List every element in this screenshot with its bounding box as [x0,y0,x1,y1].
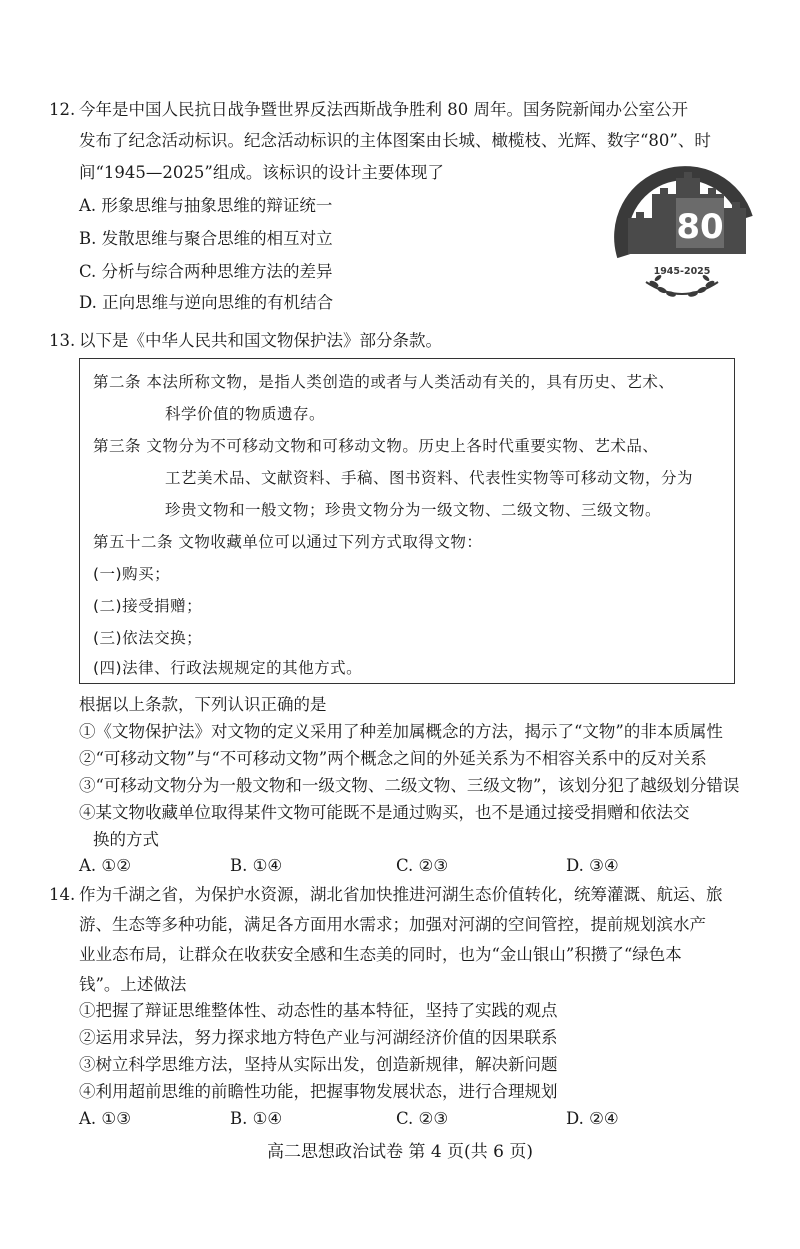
q12-stem-line-1: 今年是中国人民抗日战争暨世界反法西斯战争胜利 80 周年。国务院新闻办公室公开 [79,100,688,119]
q12-number: 12. [49,100,76,119]
q13-statement-1: ①《文物保护法》对文物的定义采用了种差加属概念的方法，揭示了“文物”的非本质属性 [79,722,723,741]
q12-option-c: C. 分析与综合两种思维方法的差异 [79,262,333,281]
q12-option-b: B. 发散思维与聚合思维的相互对立 [79,229,333,248]
q14-stem-line-2: 游、生态等多种功能，满足各方面用水需求；加强对河湖的空间管控，提前规划滨水产 [79,915,706,934]
q14-stem-line-1: 作为千湖之省，为保护水资源，湖北省加快推进河湖生态价值转化，统筹灌溉、航运、旅 [79,885,723,904]
q14-stem-line-4: 钱”。上述做法 [79,975,187,994]
logo-number: 80 [676,207,724,247]
box-line-6: 第五十二条 文物收藏单位可以通过下列方式取得文物： [93,533,483,551]
q12-stem-line-3: 间“1945—2025”组成。该标识的设计主要体现了 [79,163,444,182]
q13-statement-3: ③“可移动文物分为一般文物和一级文物、二级文物、三级文物”，该划分犯了越级划分错误 [79,776,740,795]
q13-option-a: A. ①② [79,856,131,875]
logo-years: 1945-2025 [653,266,711,277]
q13-question: 根据以上条款，下列认识正确的是 [79,695,327,714]
q14-number: 14. [49,885,76,904]
box-line-2: 科学价值的物质遗存。 [165,405,326,423]
commemorative-logo-image [606,158,758,308]
q13-option-c: C. ②③ [396,856,449,875]
box-line-9: (三)依法交换； [93,629,203,647]
q14-stem-line-3: 业业态布局，让群众在收获安全感和生态美的同时，也为“金山银山”积攒了“绿色本 [79,945,682,964]
q13-statement-4-cont: 换的方式 [93,830,159,849]
q14-option-a: A. ①③ [79,1109,131,1128]
q14-option-d: D. ②④ [566,1109,619,1128]
q13-option-b: B. ①④ [230,856,283,875]
q14-option-b: B. ①④ [230,1109,283,1128]
q13-options [79,855,739,877]
box-line-1: 第二条 本法所称文物，是指人类创造的或者与人类活动有关的，具有历史、艺术、 [93,373,675,391]
law-excerpt-box [79,358,735,684]
box-line-5: 珍贵文物和一般文物；珍贵文物分为一级文物、二级文物、三级文物。 [165,501,662,519]
q13-intro: 以下是《中华人民共和国文物保护法》部分条款。 [79,331,442,350]
q14-statement-2: ②运用求异法，努力探求地方特色产业与河湖经济价值的因果联系 [79,1028,558,1047]
q14-statement-4: ④利用超前思维的前瞻性功能，把握事物发展状态，进行合理规划 [79,1082,558,1101]
q12-stem-line-2: 发布了纪念活动标识。纪念活动标识的主体图案由长城、橄榄枝、光辉、数字“80”、时 [79,131,711,150]
box-line-4: 工艺美术品、文献资料、手稿、图书资料、代表性实物等可移动文物，分为 [165,469,694,487]
q14-options [79,1108,739,1130]
q13-option-d: D. ③④ [566,856,619,875]
q12-option-a: A. 形象思维与抽象思维的辩证统一 [79,196,333,215]
q13-statement-2: ②“可移动文物”与“不可移动文物”两个概念之间的外延关系为不相容关系中的反对关系 [79,749,707,768]
page-footer: 高二思想政治试卷 第 4 页(共 6 页) [267,1142,533,1162]
q13-number: 13. [49,331,76,350]
box-line-10: (四)法律、行政法规规定的其他方式。 [93,659,363,677]
olive-branch-icon [646,274,718,298]
q12-option-d: D. 正向思维与逆向思维的有机结合 [79,293,334,312]
q14-option-c: C. ②③ [396,1109,449,1128]
box-line-7: (一)购买； [93,565,171,583]
q14-statement-3: ③树立科学思维方法，坚持从实际出发，创造新规律，解决新问题 [79,1055,558,1074]
box-line-8: (二)接受捐赠； [93,597,203,615]
q13-statement-4: ④某文物收藏单位取得某件文物可能既不是通过购买，也不是通过接受捐赠和依法交 [79,803,690,822]
box-line-3: 第三条 文物分为不可移动文物和可移动文物。历史上各时代重要实物、艺术品、 [93,437,659,455]
q14-statement-1: ①把握了辩证思维整体性、动态性的基本特征，坚持了实践的观点 [79,1001,558,1020]
